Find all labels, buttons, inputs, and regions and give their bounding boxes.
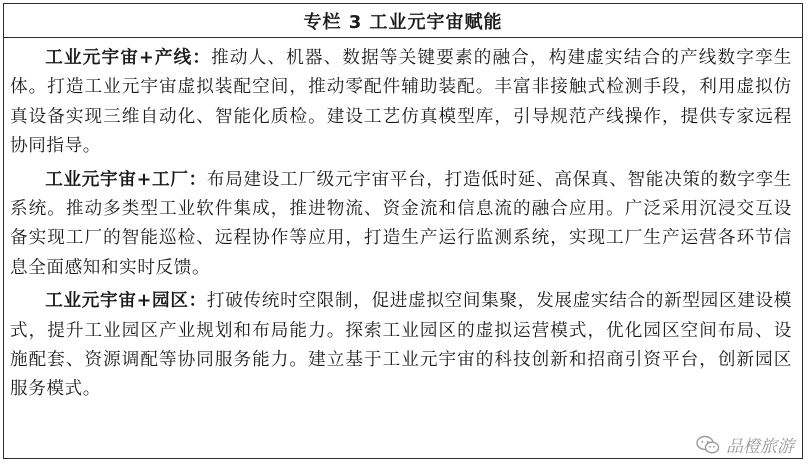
section-industrial-park: [10, 287, 792, 405]
column-content: [4, 38, 802, 405]
section-factory: [10, 166, 792, 284]
source-watermark: [694, 432, 796, 457]
section-lead: 工业元宇宙+园区：: [45, 291, 207, 312]
column-box: [3, 3, 803, 459]
watermark-text: 品橙旅游: [726, 437, 794, 457]
section-lead: 工业元宇宙+工厂：: [45, 169, 207, 190]
section-production-line: [10, 44, 792, 162]
section-body: 打破传统时空限制，促进虚拟空间集聚，发展虚实结合的新型园区建设模式，提升工业园区产业规划和布局能力。探索工业园区的虚拟运营模式，优化园区空间布局、设施配套、资源调配等协同服务能力。建立基于工业元宇宙的科技创新和招商引资平台，创新园区服务模式。: [10, 291, 792, 400]
column-title: 专栏 3 工业元宇宙赋能: [303, 11, 503, 33]
column-title-bar: [4, 4, 802, 38]
section-body: 布局建设工厂级元宇宙平台，打造低时延、高保真、智能决策的数字孪生系统。推动多类型工业软件集成，推进物流、资金流和信息流的融合应用。广泛采用沉浸交互设备实现工厂的智能巡检、远程协作等应用，打造生产运行监测系统，实现工厂生产运营各环节信息全面感知和实时反馈。: [10, 169, 792, 278]
section-body: 推动人、机器、数据等关键要素的融合，构建虚实结合的产线数字孪生体。打造工业元宇宙虚拟装配空间，推动零配件辅助装配。丰富非接触式检测手段，利用虚拟仿真设备实现三维自动化、智能化质检。建设工艺仿真模型库，引导规范产线操作，提供专家远程协同指导。: [10, 48, 792, 157]
wechat-icon: [696, 435, 720, 455]
section-lead: 工业元宇宙+产线：: [45, 48, 212, 68]
